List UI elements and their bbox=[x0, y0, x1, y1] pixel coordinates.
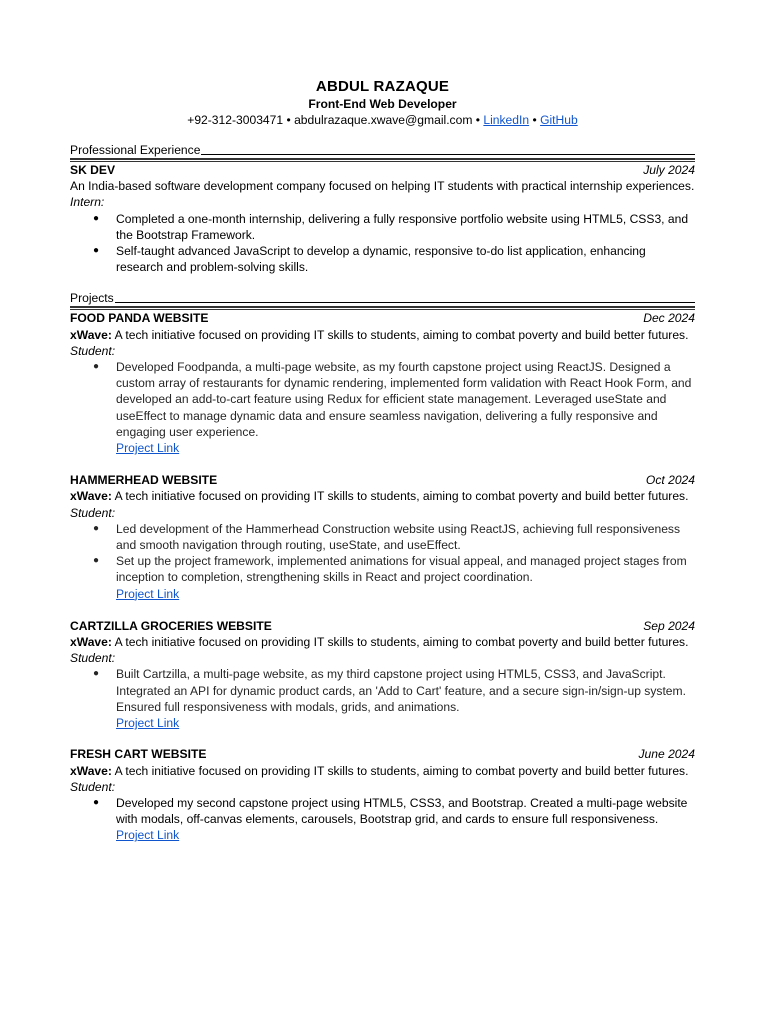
email-address: abdulrazaque.xwave@gmail.com bbox=[294, 113, 473, 127]
bullet-item bbox=[70, 666, 695, 715]
phone-number: +92-312-3003471 bbox=[187, 113, 284, 127]
resume-page bbox=[70, 78, 695, 844]
org-description bbox=[70, 327, 695, 343]
entry-header bbox=[70, 472, 695, 488]
org-name: xWave: bbox=[70, 327, 112, 342]
position-title: Intern: bbox=[70, 195, 105, 210]
bullet-icon: ● bbox=[93, 555, 100, 567]
bullet-item bbox=[70, 553, 695, 585]
entry-date: June 2024 bbox=[638, 747, 695, 762]
bullet-icon: ● bbox=[93, 212, 100, 224]
bullet-icon: ● bbox=[93, 522, 100, 534]
bullet-item bbox=[70, 521, 695, 553]
org-description bbox=[70, 488, 695, 504]
project-entry-fresh-cart bbox=[70, 746, 695, 843]
entry-date: July 2024 bbox=[643, 163, 695, 177]
contact-separator: • bbox=[529, 113, 541, 127]
entry-header bbox=[70, 162, 695, 178]
contact-separator: • bbox=[283, 113, 295, 127]
section-heading-projects bbox=[70, 290, 695, 306]
resume-header bbox=[70, 78, 695, 128]
org-name: xWave: bbox=[70, 763, 112, 778]
project-entry-hammerhead bbox=[70, 472, 695, 602]
entry-header bbox=[70, 618, 695, 634]
entry-date: Dec 2024 bbox=[643, 311, 695, 326]
bullet-list bbox=[70, 359, 695, 440]
bullet-text: Built Cartzilla, a multi-page website, as my third capstone project using HTML5, CSS3, and JavaScript. Integrated an API for dynamic product cards, an 'Add to Cart' feature, and a secure sign-in/sign-up system. Ensured full responsiveness with modals, grids, and animations. bbox=[116, 667, 686, 714]
bullet-icon: ● bbox=[93, 361, 100, 373]
org-text: A tech initiative focused on providing IT skills to students, aiming to combat poverty and build better futures. bbox=[111, 763, 689, 778]
bullet-text: Developed Foodpanda, a multi-page website, as my fourth capstone project using ReactJS. Designed a custom array of restaurants for dynamic rendering, implemented form validation with React Hook Form, and developed an add-to-cart feature using Redux for efficient state management. Leveraged useState and useEffect to manage dynamic data and ensure seamless navigation, delivering a fully responsive and engaging user experience. bbox=[116, 360, 692, 439]
section-underline bbox=[201, 154, 695, 155]
project-title: FOOD PANDA WEBSITE bbox=[70, 311, 209, 326]
company-description: An India-based software development company focused on helping IT students with practical internship experiences. bbox=[70, 179, 695, 194]
candidate-name: ABDUL RAZAQUE bbox=[315, 78, 450, 95]
org-name: xWave: bbox=[70, 635, 112, 650]
project-title: FRESH CART WEBSITE bbox=[70, 747, 207, 762]
section-label: Professional Experience bbox=[70, 142, 201, 157]
candidate-role: Front-End Web Developer bbox=[308, 97, 457, 111]
project-entry-food-panda bbox=[70, 310, 695, 456]
section-heading-experience bbox=[70, 142, 695, 158]
position-title: Student: bbox=[70, 779, 116, 794]
bullet-list bbox=[70, 211, 695, 276]
bullet-item bbox=[70, 211, 695, 243]
bullet-text: Completed a one-month internship, delivering a fully responsive portfolio website using HTML5, CSS3, and the Bootstrap Framework. bbox=[116, 211, 689, 242]
entry-date: Oct 2024 bbox=[645, 473, 695, 488]
org-name: xWave: bbox=[70, 489, 112, 504]
bullet-icon: ● bbox=[93, 796, 100, 808]
org-text: A tech initiative focused on providing IT skills to students, aiming to combat poverty and build better futures. bbox=[111, 327, 689, 342]
bullet-text: Set up the project framework, implemented animations for visual appeal, and managed project stages from inception to completion, strengthening skills in React and project coordination. bbox=[116, 554, 687, 585]
section-label: Projects bbox=[70, 291, 114, 306]
bullet-text: Led development of the Hammerhead Construction website using ReactJS, achieving full responsiveness and smooth navigation through routing, useState, and useEffect. bbox=[116, 521, 681, 553]
org-text: A tech initiative focused on providing IT skills to students, aiming to combat poverty and build better futures. bbox=[111, 489, 689, 504]
entry-header bbox=[70, 310, 695, 326]
bullet-list bbox=[70, 666, 695, 715]
spacer bbox=[70, 731, 695, 746]
org-description bbox=[70, 763, 695, 779]
project-entry-cartzilla bbox=[70, 618, 695, 731]
org-description bbox=[70, 634, 695, 650]
spacer bbox=[70, 602, 695, 618]
bullet-list bbox=[70, 521, 695, 586]
linkedin-link[interactable]: LinkedIn bbox=[483, 113, 530, 127]
entry-date: Sep 2024 bbox=[643, 618, 695, 633]
github-link[interactable]: GitHub bbox=[540, 113, 578, 127]
experience-entry bbox=[70, 162, 695, 275]
position-title: Student: bbox=[70, 651, 116, 666]
bullet-item bbox=[70, 243, 695, 275]
bullet-item bbox=[70, 359, 695, 440]
project-title: HAMMERHEAD WEBSITE bbox=[70, 473, 218, 488]
project-link[interactable]: Project Link bbox=[116, 828, 180, 843]
project-link[interactable]: Project Link bbox=[116, 441, 180, 456]
position-title: Student: bbox=[70, 343, 116, 358]
bullet-list bbox=[70, 795, 695, 827]
bullet-item bbox=[70, 795, 695, 827]
company-name: SK DEV bbox=[70, 163, 116, 177]
project-link[interactable]: Project Link bbox=[116, 716, 180, 731]
bullet-icon: ● bbox=[93, 668, 100, 680]
entry-header bbox=[70, 746, 695, 762]
project-title: CARTZILLA GROCERIES WEBSITE bbox=[70, 618, 272, 633]
contact-separator: • bbox=[472, 113, 484, 127]
project-link[interactable]: Project Link bbox=[116, 586, 180, 601]
bullet-icon: ● bbox=[93, 245, 100, 257]
org-text: A tech initiative focused on providing IT skills to students, aiming to combat poverty and build better futures. bbox=[111, 635, 689, 650]
spacer bbox=[70, 456, 695, 472]
bullet-text: Self-taught advanced JavaScript to develop a dynamic, responsive to-do list application, enhancing research and problem-solving skills. bbox=[116, 244, 646, 275]
section-underline bbox=[115, 302, 695, 303]
position-title: Student: bbox=[70, 505, 116, 520]
bullet-text: Developed my second capstone project using HTML5, CSS3, and Bootstrap. Created a multi-page website with modals, off-canvas elements, carousels, Bootstrap grid, and cards to ensure full responsiveness. bbox=[116, 795, 688, 827]
contact-line bbox=[70, 112, 695, 128]
